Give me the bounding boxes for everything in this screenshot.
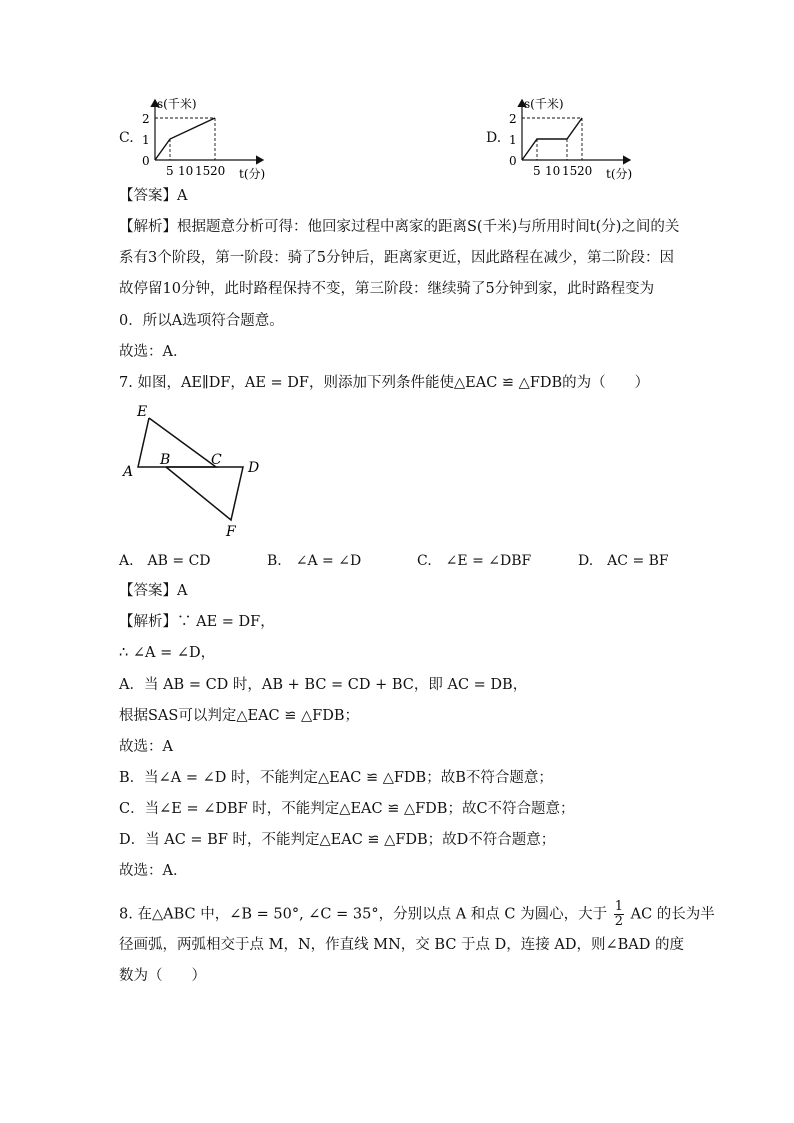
graph-d-xtick-10: 10 — [545, 164, 561, 178]
q6-analysis-line-2: 系有3个阶段，第一阶段：骑了5分钟后，距离家更近，因此路程在减少，第二阶段：因 — [119, 250, 674, 266]
graph-c-xtick-10: 10 — [178, 164, 194, 178]
triangle-eac — [138, 418, 216, 467]
graph-d — [502, 92, 662, 182]
q7-option-d: D. AC = BF — [578, 553, 669, 569]
q8-line-2: 径画弧，两弧相交于点 M，N，作直线 MN，交 BC 于点 D，连接 AD，则∠BAD 的度 — [119, 937, 684, 953]
q8-line-1-text-a: 8. 在△ABC 中，∠B = 50°, ∠C = 35°，分别以点 A 和点 C 为圆心，大于 — [119, 906, 608, 923]
point-label-a: A — [123, 464, 134, 480]
q8-fraction-numerator: 1 — [614, 899, 623, 914]
q6-analysis-line-1: 【解析】根据题意分析可得：他回家过程中离家的距离S(千米)与所用时间t(分)之间的关 — [119, 219, 680, 235]
graph-d-xtick-20: 20 — [577, 164, 593, 178]
graph-c-xtick-5: 5 — [166, 164, 174, 178]
q7-analysis-line-2: ∴ ∠A = ∠D， — [119, 645, 216, 661]
q7-stem: 7. 如图，AE∥DF，AE = DF，则添加下列条件能使△EAC ≌ △FDB的为（ ） — [119, 375, 650, 391]
q7-figure — [118, 398, 268, 543]
graph-c-ytick-2: 2 — [142, 112, 150, 126]
graph-c-xtick-20: 20 — [210, 164, 226, 178]
q8-line-1-text-b: AC 的长为半 — [630, 906, 715, 923]
graph-d-ytick-0: 0 — [509, 154, 517, 168]
graph-d-ytick-1: 1 — [509, 133, 517, 147]
q7-analysis-line-6: B．当∠A = ∠D 时，不能判定△EAC ≌ △FDB；故B不符合题意； — [119, 770, 553, 786]
q8-line-1 — [119, 900, 715, 929]
graph-d-xtick-5: 5 — [533, 164, 541, 178]
q7-analysis-line-3: A．当 AB = CD 时，AB + BC = CD + BC，即 AC = DB， — [119, 677, 528, 693]
option-c-label: C. — [119, 130, 134, 146]
q8-fraction — [614, 900, 624, 929]
graph-d-ytick-2: 2 — [509, 112, 517, 126]
q7-analysis-line-8: D．当 AC = BF 时，不能判定△EAC ≌ △FDB；故D不符合题意； — [119, 832, 556, 848]
graph-c-xlabel: t(分) — [239, 167, 266, 181]
graph-c-xtick-15: 15 — [195, 164, 211, 178]
q7-analysis-line-9: 故选：A． — [119, 863, 188, 879]
graph-d-xlabel: t(分) — [606, 167, 633, 181]
graph-c-ytick-1: 1 — [142, 133, 150, 147]
q7-answer: 【答案】A — [119, 583, 188, 599]
q8-fraction-denominator: 2 — [614, 914, 623, 929]
option-d-label: D. — [486, 130, 502, 146]
point-label-c: C — [211, 452, 222, 468]
q7-analysis-line-1: 【解析】∵ AE = DF， — [119, 614, 275, 630]
graph-c — [135, 92, 295, 182]
point-label-d: D — [248, 460, 260, 476]
graph-d-series-line — [522, 118, 582, 160]
q6-answer: 【答案】A — [119, 188, 188, 204]
triangle-fdb — [166, 467, 243, 520]
graph-c-ylabel: s(千米) — [157, 97, 197, 111]
q7-analysis-line-4: 根据SAS可以判定△EAC ≌ △FDB； — [119, 708, 359, 724]
q7-option-b: B. ∠A = ∠D — [267, 553, 362, 569]
q6-analysis-line-4: 0．所以A选项符合题意。 — [119, 313, 284, 329]
q6-analysis-line-3: 故停留10分钟，此时路程保持不变，第三阶段：继续骑了5分钟到家，此时路程变为 — [119, 281, 655, 297]
point-label-b: B — [160, 452, 171, 468]
graph-c-ytick-0: 0 — [142, 154, 150, 168]
graph-c-series-line — [155, 118, 215, 160]
q7-option-c: C. ∠E = ∠DBF — [417, 553, 532, 569]
q7-option-a: A. AB = CD — [119, 553, 211, 569]
graph-d-ylabel: s(千米) — [524, 97, 564, 111]
point-label-f: F — [226, 524, 236, 540]
graph-d-xtick-15: 15 — [562, 164, 578, 178]
q7-analysis-line-7: C．当∠E = ∠DBF 时，不能判定△EAC ≌ △FDB；故C不符合题意； — [119, 801, 575, 817]
q8-line-3: 数为（ ） — [119, 968, 206, 984]
point-label-e: E — [137, 404, 148, 420]
q6-choose: 故选：A． — [119, 344, 188, 360]
q7-analysis-line-5: 故选：A — [119, 739, 173, 755]
